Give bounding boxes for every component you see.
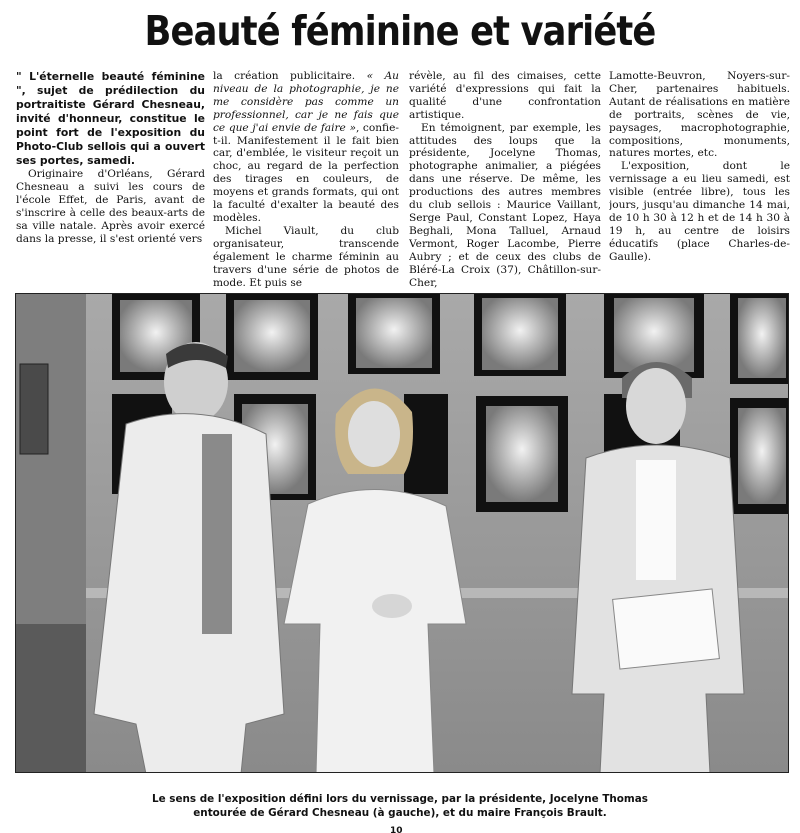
article-column-1 xyxy=(16,70,205,292)
article-paragraph: Lamotte-Beuvron, Noyers-sur-Cher, partenaires habituels. Autant de réalisations en matière de portraits, scènes de vie, paysages, macrophotographie, compositions, monuments, natures mortes, etc. xyxy=(609,70,790,160)
page-number: 10 xyxy=(390,826,403,833)
quote: « Au niveau de la photographie, je ne me considère pas comme un professionnel, car je ne fais que ce que j'ai envie de faire » xyxy=(213,70,399,134)
text-run: la création publicitaire. xyxy=(213,70,367,82)
article-paragraph: En témoignent, par exemple, les attitudes des loups que la présidente, Jocelyne Thomas, photographe animalier, a piégées dans une réserve. De même, les productions des autres membres du club sellois : Maurice Vaillant, Serge Paul, Constant Lopez, Haya Beghali, Mona Talluel, Arnaud Vermont, Roger Lacombe, Pierre Aubry ; et de ceux des clubs de Bléré-La Croix (37), Châtillon-sur-Cher, xyxy=(409,121,601,289)
photo-caption xyxy=(0,792,800,820)
photo-illustration xyxy=(16,294,789,773)
article-column-4 xyxy=(609,70,790,292)
article-paragraph xyxy=(213,70,399,225)
article-column-3 xyxy=(409,70,601,292)
headline: Beauté féminine et variété xyxy=(144,7,656,55)
article-paragraph: Originaire d'Orléans, Gérard Chesneau a suivi les cours de l'école Effet, de Paris, avant de s'inscrire à celle des beaux-arts de sa ville natale. Après avoir exercé dans la presse, il s'est orienté vers xyxy=(16,168,205,245)
news-photo xyxy=(15,293,789,773)
article-column-2 xyxy=(213,70,399,292)
article-paragraph: révèle, au fil des cimaises, cette variété d'expressions qui fait la qualité d'une confrontation artistique. xyxy=(409,70,601,121)
caption-line: Le sens de l'exposition défini lors du vernissage, par la présidente, Jocelyne Thomas xyxy=(152,793,648,805)
article-paragraph: Michel Viault, du club organisateur, transcende également le charme féminin au travers d'une série de photos de mode. Et puis se xyxy=(213,224,399,289)
caption-line: entourée de Gérard Chesneau (à gauche), et du maire François Brault. xyxy=(193,807,607,819)
text-run: , confie-t-il. Manifestement il le fait bien car, d'emblée, le visiteur reçoit un choc, au regard de la perfection des tirages en couleurs, de moyens et grands formats, qui ont la faculté d'exalter la beauté des modèles. xyxy=(213,121,399,224)
article-paragraph: L'exposition, dont le vernissage a eu lieu samedi, est visible (entrée libre), tous les jours, jusqu'au dimanche 14 mai, de 10 h 30 à 12 h et de 14 h 30 à 19 h, au centre de loisirs éducatifs (place Charles-de-Gaulle). xyxy=(609,160,790,263)
article-lede: " L'éternelle beauté féminine ", sujet de prédilection du portraitiste Gérard Chesneau, invité d'honneur, constitue le point fort de l'exposition du Photo-Club sellois qui a ouvert ses portes, samedi. xyxy=(16,70,205,167)
